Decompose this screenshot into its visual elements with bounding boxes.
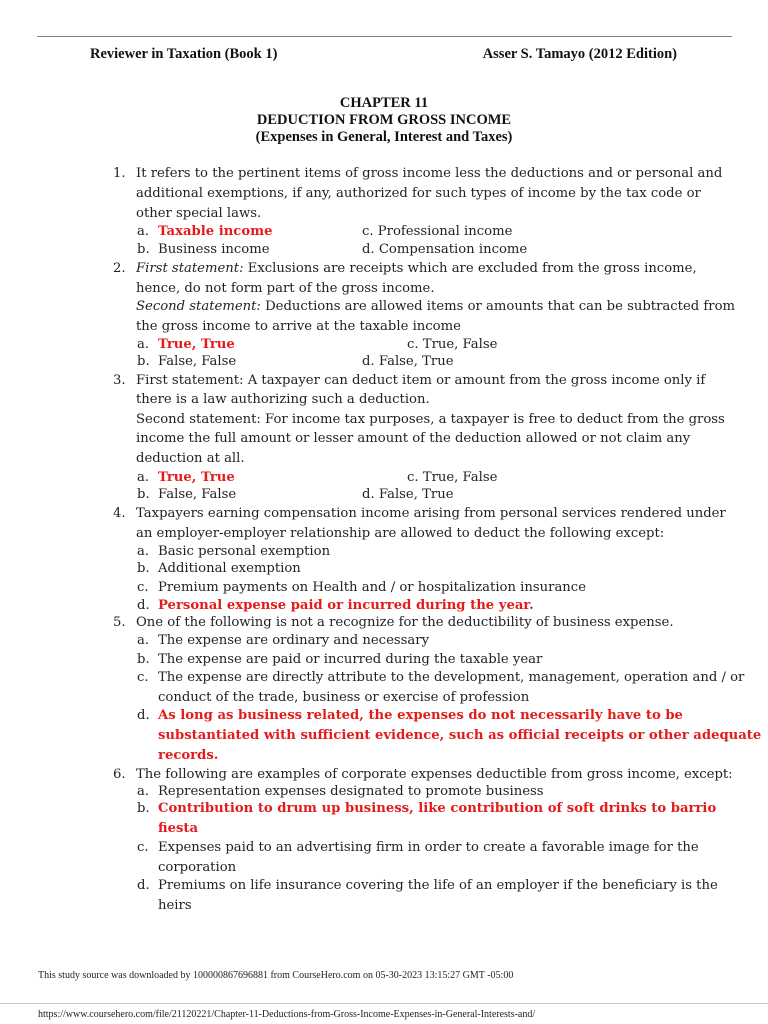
statement-label: First statement: (136, 261, 244, 276)
option-a: Basic personal exemption (158, 544, 331, 559)
source-url[interactable]: https://www.coursehero.com/file/21120221/Chapter-11-Deductions-from-Gross-Income-Expenses-in-General-Interests-and/ (38, 1009, 536, 1020)
option-letter: a. (137, 470, 150, 485)
option-letter: b. (137, 652, 150, 667)
question-text: hence, do not form part of the gross income. (136, 281, 435, 296)
option-d-answer: Personal expense paid or incurred during the year. (158, 598, 534, 613)
question-text: an employer-employer relationship are allowed to deduct the following except: (136, 526, 665, 541)
option-d-answer: substantiated with sufficient evidence, such as official receipts or other adequate (158, 728, 762, 743)
option-letter: a. (137, 224, 150, 239)
question-text: additional exemptions, if any, authorized for such types of income by the tax code or (136, 186, 701, 201)
question-text (136, 297, 735, 317)
option-d: heirs (158, 898, 192, 913)
option-letter: a. (137, 633, 150, 648)
option-letter: a. (137, 784, 150, 799)
option-a-answer: Taxable income (158, 224, 273, 239)
option-c: The expense are directly attribute to the development, management, operation and / or (158, 670, 745, 685)
chapter-title: DEDUCTION FROM GROSS INCOME (256, 112, 512, 128)
option-c: corporation (158, 860, 237, 875)
option-letter: b. (137, 561, 150, 576)
option-letter: b. (137, 242, 150, 257)
option-d: d. Compensation income (362, 242, 528, 257)
option-d: d. False, True (362, 487, 454, 502)
option-d-answer: records. (158, 748, 219, 763)
question-text: there is a law authorizing such a deduction. (136, 392, 430, 407)
option-letter: a. (137, 337, 150, 352)
option-d: Premiums on life insurance covering the life of an employer if the beneficiary is the (158, 878, 718, 893)
question-text: First statement: A taxpayer can deduct item or amount from the gross income only if (136, 373, 706, 388)
option-d: d. False, True (362, 354, 454, 369)
question-number: 4. (113, 506, 126, 521)
option-a-answer: True, True (158, 337, 235, 352)
option-a: Representation expenses designated to promote business (158, 784, 544, 799)
question-text: income the full amount or lesser amount of the deduction allowed or not claim any (136, 431, 691, 446)
question-text (136, 259, 697, 279)
question-text: the gross income to arrive at the taxable income (136, 319, 461, 334)
option-letter: d. (137, 878, 150, 893)
question-text: Taxpayers earning compensation income arising from personal services rendered under (136, 506, 726, 521)
option-c: Premium payments on Health and / or hospitalization insurance (158, 580, 586, 595)
option-b: False, False (158, 487, 237, 502)
option-c: c. True, False (407, 470, 498, 485)
option-b: Additional exemption (158, 561, 301, 576)
option-c: conduct of the trade, business or exercise of profession (158, 690, 530, 705)
chapter-number: CHAPTER 11 (339, 95, 429, 111)
option-a-answer: True, True (158, 470, 235, 485)
question-number: 6. (113, 767, 126, 782)
statement-text: Deductions are allowed items or amounts that can be subtracted from (260, 299, 736, 314)
option-letter: d. (137, 708, 150, 723)
question-text: It refers to the pertinent items of gross income less the deductions and or personal and (136, 166, 723, 181)
chapter-subtitle: (Expenses in General, Interest and Taxes) (255, 129, 513, 145)
option-d-answer: As long as business related, the expenses do not necessarily have to be (158, 708, 683, 723)
option-b: False, False (158, 354, 237, 369)
option-letter: d. (137, 598, 150, 613)
question-number: 3. (113, 373, 126, 388)
statement-label: Second statement: (136, 299, 261, 314)
book-title: Reviewer in Taxation (Book 1) (90, 46, 278, 62)
question-number: 1. (113, 166, 126, 181)
question-text: deduction at all. (136, 451, 245, 466)
option-letter: c. (137, 840, 149, 855)
option-b: The expense are paid or incurred during the taxable year (158, 652, 543, 667)
header-rule (37, 36, 732, 37)
page-divider (0, 1003, 768, 1004)
question-text: Second statement: For income tax purposes, a taxpayer is free to deduct from the gross (136, 412, 725, 427)
option-letter: b. (137, 487, 150, 502)
option-a: The expense are ordinary and necessary (158, 633, 430, 648)
option-b: Business income (158, 242, 270, 257)
option-c: c. True, False (407, 337, 498, 352)
option-c: Expenses paid to an advertising firm in order to create a favorable image for the (158, 840, 699, 855)
author-edition: Asser S. Tamayo (2012 Edition) (482, 46, 677, 62)
option-letter: b. (137, 354, 150, 369)
question-number: 2. (113, 261, 126, 276)
option-b-answer: Contribution to drum up business, like contribution of soft drinks to barrio (158, 801, 717, 816)
option-letter: c. (137, 670, 149, 685)
option-c: c. Professional income (362, 224, 513, 239)
option-letter: a. (137, 544, 150, 559)
option-b-answer: fiesta (158, 821, 199, 836)
question-text: The following are examples of corporate expenses deductible from gross income, except: (136, 767, 733, 782)
download-notice: This study source was downloaded by 100000867696881 from CourseHero.com on 05-30-2023 13:15:27 GMT -05:00 (38, 970, 514, 981)
option-letter: c. (137, 580, 149, 595)
question-text: One of the following is not a recognize for the deductibility of business expense. (136, 615, 674, 630)
question-text: other special laws. (136, 206, 262, 221)
question-number: 5. (113, 615, 126, 630)
statement-text: Exclusions are receipts which are excluded from the gross income, (243, 261, 697, 276)
option-letter: b. (137, 801, 150, 816)
